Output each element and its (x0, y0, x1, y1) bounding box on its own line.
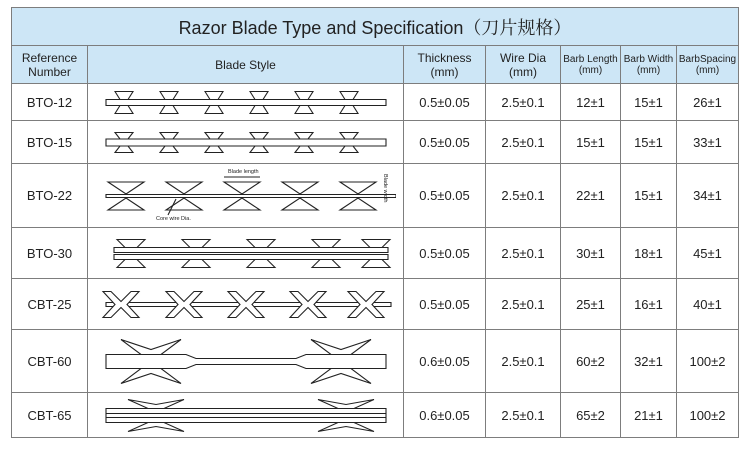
barb-length-cell: 60±2 (561, 330, 621, 393)
wire-dia-cell: 2.5±0.1 (486, 330, 561, 393)
ref-cell: BTO-22 (12, 164, 88, 228)
label-blade-length: Blade length (227, 168, 259, 175)
wire-dia-cell: 2.5±0.1 (486, 228, 561, 279)
ref-cell: CBT-65 (12, 393, 88, 438)
ref-cell: BTO-30 (12, 228, 88, 279)
barb-length-cell: 15±1 (561, 121, 621, 164)
blade-style-cell (88, 164, 404, 228)
table-row (12, 84, 739, 121)
ref-cell: CBT-60 (12, 330, 88, 393)
table-title: Razor Blade Type and Specification（刀片规格） (12, 8, 739, 46)
barb-spacing-cell: 40±1 (677, 279, 739, 330)
thickness-cell: 0.6±0.05 (404, 393, 486, 438)
barb-spacing-cell: 34±1 (677, 164, 739, 228)
blade-drawing-bto12 (96, 86, 396, 119)
barb-width-cell: 21±1 (621, 393, 677, 438)
thickness-cell: 0.5±0.05 (404, 279, 486, 330)
blade-style-cell (88, 121, 404, 164)
table-row (12, 121, 739, 164)
thickness-cell: 0.5±0.05 (404, 164, 486, 228)
wire-dia-cell: 2.5±0.1 (486, 393, 561, 438)
barb-spacing-cell: 26±1 (677, 84, 739, 121)
blade-style-cell (88, 393, 404, 438)
blade-drawing-bto30 (96, 230, 396, 277)
header-barb-spacing: BarbSpacing (mm) (677, 46, 739, 84)
wire-dia-cell: 2.5±0.1 (486, 121, 561, 164)
header-barb-width: Barb Width (mm) (621, 46, 677, 84)
table-row (12, 393, 739, 438)
thickness-cell: 0.5±0.05 (404, 84, 486, 121)
barb-width-cell: 15±1 (621, 121, 677, 164)
header-blade-style: Blade Style (88, 46, 404, 84)
barb-spacing-cell: 45±1 (677, 228, 739, 279)
wire-dia-cell: 2.5±0.1 (486, 84, 561, 121)
barb-spacing-cell: 100±2 (677, 393, 739, 438)
barb-length-cell: 65±2 (561, 393, 621, 438)
barb-width-cell: 32±1 (621, 330, 677, 393)
label-blade-width: Blade width (381, 173, 388, 202)
header-thickness: Thickness (mm) (404, 46, 486, 84)
blade-style-cell (88, 330, 404, 393)
barb-spacing-cell: 100±2 (677, 330, 739, 393)
table-row (12, 164, 739, 228)
blade-drawing-bto15 (96, 123, 396, 162)
wire-dia-cell: 2.5±0.1 (486, 279, 561, 330)
barb-width-cell: 15±1 (621, 84, 677, 121)
thickness-cell: 0.6±0.05 (404, 330, 486, 393)
barb-length-cell: 25±1 (561, 279, 621, 330)
wire-dia-cell: 2.5±0.1 (486, 164, 561, 228)
blade-drawing-cbt65 (96, 395, 396, 436)
blade-style-cell (88, 84, 404, 121)
barb-length-cell: 12±1 (561, 84, 621, 121)
header-reference: Reference Number (12, 46, 88, 84)
thickness-cell: 0.5±0.05 (404, 228, 486, 279)
barb-width-cell: 15±1 (621, 164, 677, 228)
header-barb-length: Barb Length (mm) (561, 46, 621, 84)
ref-cell: BTO-15 (12, 121, 88, 164)
ref-cell: CBT-25 (12, 279, 88, 330)
spec-table (11, 7, 739, 438)
blade-style-cell (88, 279, 404, 330)
ref-cell: BTO-12 (12, 84, 88, 121)
header-wire-dia: Wire Dia (mm) (486, 46, 561, 84)
label-core-wire: Core wire Dia. (155, 215, 191, 222)
table-body (12, 84, 739, 438)
barb-width-cell: 18±1 (621, 228, 677, 279)
barb-length-cell: 22±1 (561, 164, 621, 228)
table-row (12, 330, 739, 393)
blade-style-cell (88, 228, 404, 279)
table-row (12, 228, 739, 279)
table-row (12, 279, 739, 330)
barb-spacing-cell: 33±1 (677, 121, 739, 164)
barb-width-cell: 16±1 (621, 279, 677, 330)
barb-length-cell: 30±1 (561, 228, 621, 279)
blade-drawing-cbt25 (96, 281, 396, 328)
blade-drawing-bto22 (96, 166, 396, 226)
thickness-cell: 0.5±0.05 (404, 121, 486, 164)
blade-drawing-cbt60 (96, 332, 396, 391)
